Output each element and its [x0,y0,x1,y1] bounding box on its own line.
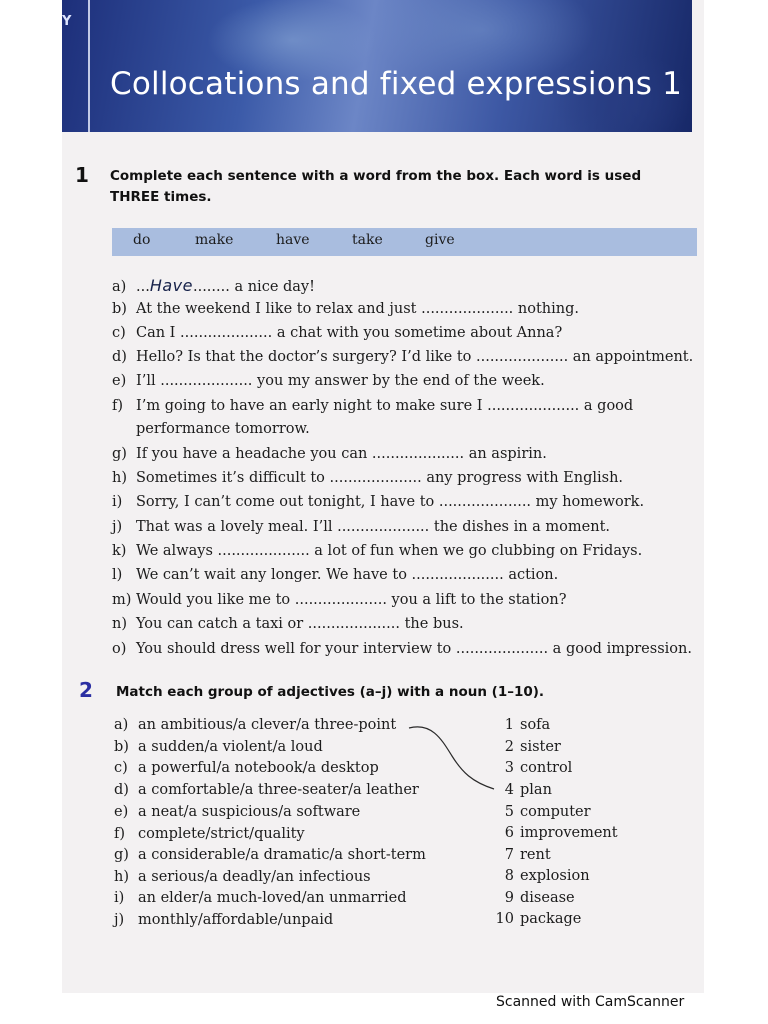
exercise-1-number: 1 [75,163,89,187]
noun-number: 5 [504,804,514,820]
noun-text: sofa [520,717,551,733]
corner-mark: Y [62,14,72,29]
noun-text: computer [520,804,591,820]
noun-text: rent [520,847,551,863]
sentence-text: That was a lovely meal. I’ll [136,519,338,535]
sentence-text: the bus. [399,616,464,632]
scanner-watermark: Scanned with CamScanner [496,994,685,1010]
sentence-text: I’m going to have an early night to make sure I [136,398,488,414]
word-box-item: give [425,232,455,248]
blank: .................... [487,398,580,414]
noun-number: 9 [504,890,514,906]
sentence-text: a lot of fun when we go clubbing on Fridays. [309,543,643,559]
item-label: m) [112,592,132,608]
blank: .................... [455,641,549,657]
word-box-item: have [276,232,310,248]
sentence-item [112,301,579,317]
item-label: i) [114,890,125,906]
word-box-item: do [133,232,151,248]
sentence-item [112,398,633,414]
item-label: b) [112,301,127,317]
noun-text: plan [520,782,552,798]
blank: .................... [160,373,253,389]
exercise-2-instruction: Match each group of adjectives (a–j) with a noun (1–10). [116,684,545,700]
item-label: b) [114,739,129,755]
noun-text: sister [520,739,561,755]
noun-item [494,804,591,820]
noun-item [494,825,618,841]
sentence-text: a good [579,398,634,414]
adjective-group [114,847,426,863]
sentence-text: action. [503,567,559,583]
item-label: a) [114,717,129,733]
item-label: a) [112,279,127,295]
noun-number: 4 [504,782,514,798]
noun-text: control [520,760,573,776]
sentence-item [112,373,545,389]
sentence-item [112,567,558,583]
blank: .................... [476,349,569,365]
exercise-2-number: 2 [79,678,93,702]
item-label: e) [112,373,127,389]
adjective-text: a considerable/a dramatic/a short-term [138,847,426,863]
blank: .................... [337,519,430,535]
noun-number: 2 [504,739,514,755]
sentence-text: a good impression. [548,641,692,657]
item-label: l) [112,567,123,583]
sentence-text: You should dress well for your interview to [136,641,456,657]
sentence-item [112,494,644,510]
item-label: c) [112,325,126,341]
sentence-text: the dishes in a moment. [429,519,611,535]
noun-number: 7 [504,847,514,863]
item-label: o) [112,641,127,657]
blank: .................... [438,494,532,510]
item-label: j) [114,912,125,928]
sentence-text: a nice day! [229,279,315,295]
sentence-item [112,592,567,608]
item-label: k) [112,543,127,559]
word-box-item: make [195,232,234,248]
item-label: h) [112,470,127,486]
sentence-text: you my answer by the end of the week. [252,373,545,389]
blank: ... [136,279,150,295]
item-label: j) [112,519,123,535]
sentence-item [112,446,547,462]
adjective-text: a comfortable/a three-seater/a leather [138,782,419,798]
sentence-continuation: performance tomorrow. [136,421,310,437]
word-box [112,228,697,256]
item-label: d) [114,782,129,798]
item-label: h) [114,869,129,885]
header-banner [62,0,692,132]
blank: .................... [371,446,465,462]
noun-item [494,782,552,798]
adjective-group [114,890,407,906]
item-label: d) [112,349,127,365]
adjective-text: a neat/a suspicious/a software [138,804,361,820]
sentence-text: an appointment. [568,349,694,365]
adjective-group [114,739,323,755]
adjective-text: a sudden/a violent/a loud [138,739,323,755]
adjective-text: monthly/affordable/unpaid [138,912,334,928]
sentence-text: nothing. [513,301,580,317]
sentence-text: an aspirin. [464,446,547,462]
sentence-text: Can I [136,325,181,341]
noun-item [494,717,550,733]
item-label: e) [114,804,129,820]
sentence-item [112,641,692,657]
sentence-text: We always [136,543,218,559]
noun-item [494,847,551,863]
sentence-text: If you have a headache you can [136,446,372,462]
sentence-text: We can’t wait any longer. We have to [136,567,412,583]
adjective-text: a powerful/a notebook/a desktop [138,760,379,776]
blank: ........ [192,279,230,295]
banner-divider-line [88,0,90,132]
sentence-text: Sorry, I can’t come out tonight, I have to [136,494,439,510]
adjective-text: complete/strict/quality [138,826,305,842]
noun-number: 10 [495,911,514,927]
sentence-text: At the weekend I like to relax and just [136,301,422,317]
blank: .................... [329,470,422,486]
sentence-text: my homework. [531,494,645,510]
sentence-item [112,519,610,535]
item-label: f) [112,398,124,414]
item-label: c) [114,760,128,776]
handwritten-answer: Have [149,276,193,295]
sentence-text: you a lift to the station? [386,592,567,608]
sentence-text: any progress with English. [421,470,624,486]
item-label: f) [114,826,126,842]
adjective-text: a serious/a deadly/an infectious [138,869,371,885]
adjective-group [114,760,379,776]
noun-item [494,911,581,927]
sentence-item [112,276,315,295]
item-label: g) [114,847,129,863]
noun-text: explosion [520,868,590,884]
page-title: Collocations and fixed expressions 1 [110,66,683,102]
noun-item [494,760,572,776]
noun-text: package [520,911,582,927]
sentence-item [112,543,642,559]
blank: .................... [294,592,387,608]
sentence-text: Sometimes it’s difficult to [136,470,330,486]
noun-text: improvement [520,825,618,841]
sentence-text: Would you like me to [136,592,295,608]
sentence-text: a chat with you sometime about Anna? [272,325,563,341]
noun-number: 3 [504,760,514,776]
blank: .................... [180,325,273,341]
sentence-item [112,616,464,632]
sentence-item [112,470,623,486]
sentence-text: I’ll [136,373,161,389]
adjective-group [114,717,396,733]
sentence-text: You can catch a taxi or [136,616,308,632]
item-label: i) [112,494,123,510]
adjective-text: an elder/a much-loved/an unmarried [138,890,407,906]
item-label: g) [112,446,127,462]
blank: .................... [421,301,514,317]
noun-item [494,890,575,906]
sentence-item [112,325,562,341]
noun-number: 8 [504,868,514,884]
sentence-text: Hello? Is that the doctor’s surgery? I’d like to [136,349,476,365]
noun-item [494,868,590,884]
adjective-text: an ambitious/a clever/a three-point [138,717,397,733]
adjective-group [114,869,371,885]
noun-item [494,739,561,755]
adjective-group [114,826,305,842]
blank: .................... [411,567,504,583]
noun-number: 1 [504,717,514,733]
noun-text: disease [520,890,575,906]
adjective-group [114,804,360,820]
adjective-group [114,782,419,798]
item-label: n) [112,616,127,632]
noun-number: 6 [504,825,514,841]
exercise-1-instruction: Complete each sentence with a word from the box. Each word is used THREE times. [110,168,642,205]
adjective-group [114,912,333,928]
sentence-item [112,349,693,365]
word-box-item: take [352,232,383,248]
blank: .................... [217,543,310,559]
blank: .................... [307,616,400,632]
